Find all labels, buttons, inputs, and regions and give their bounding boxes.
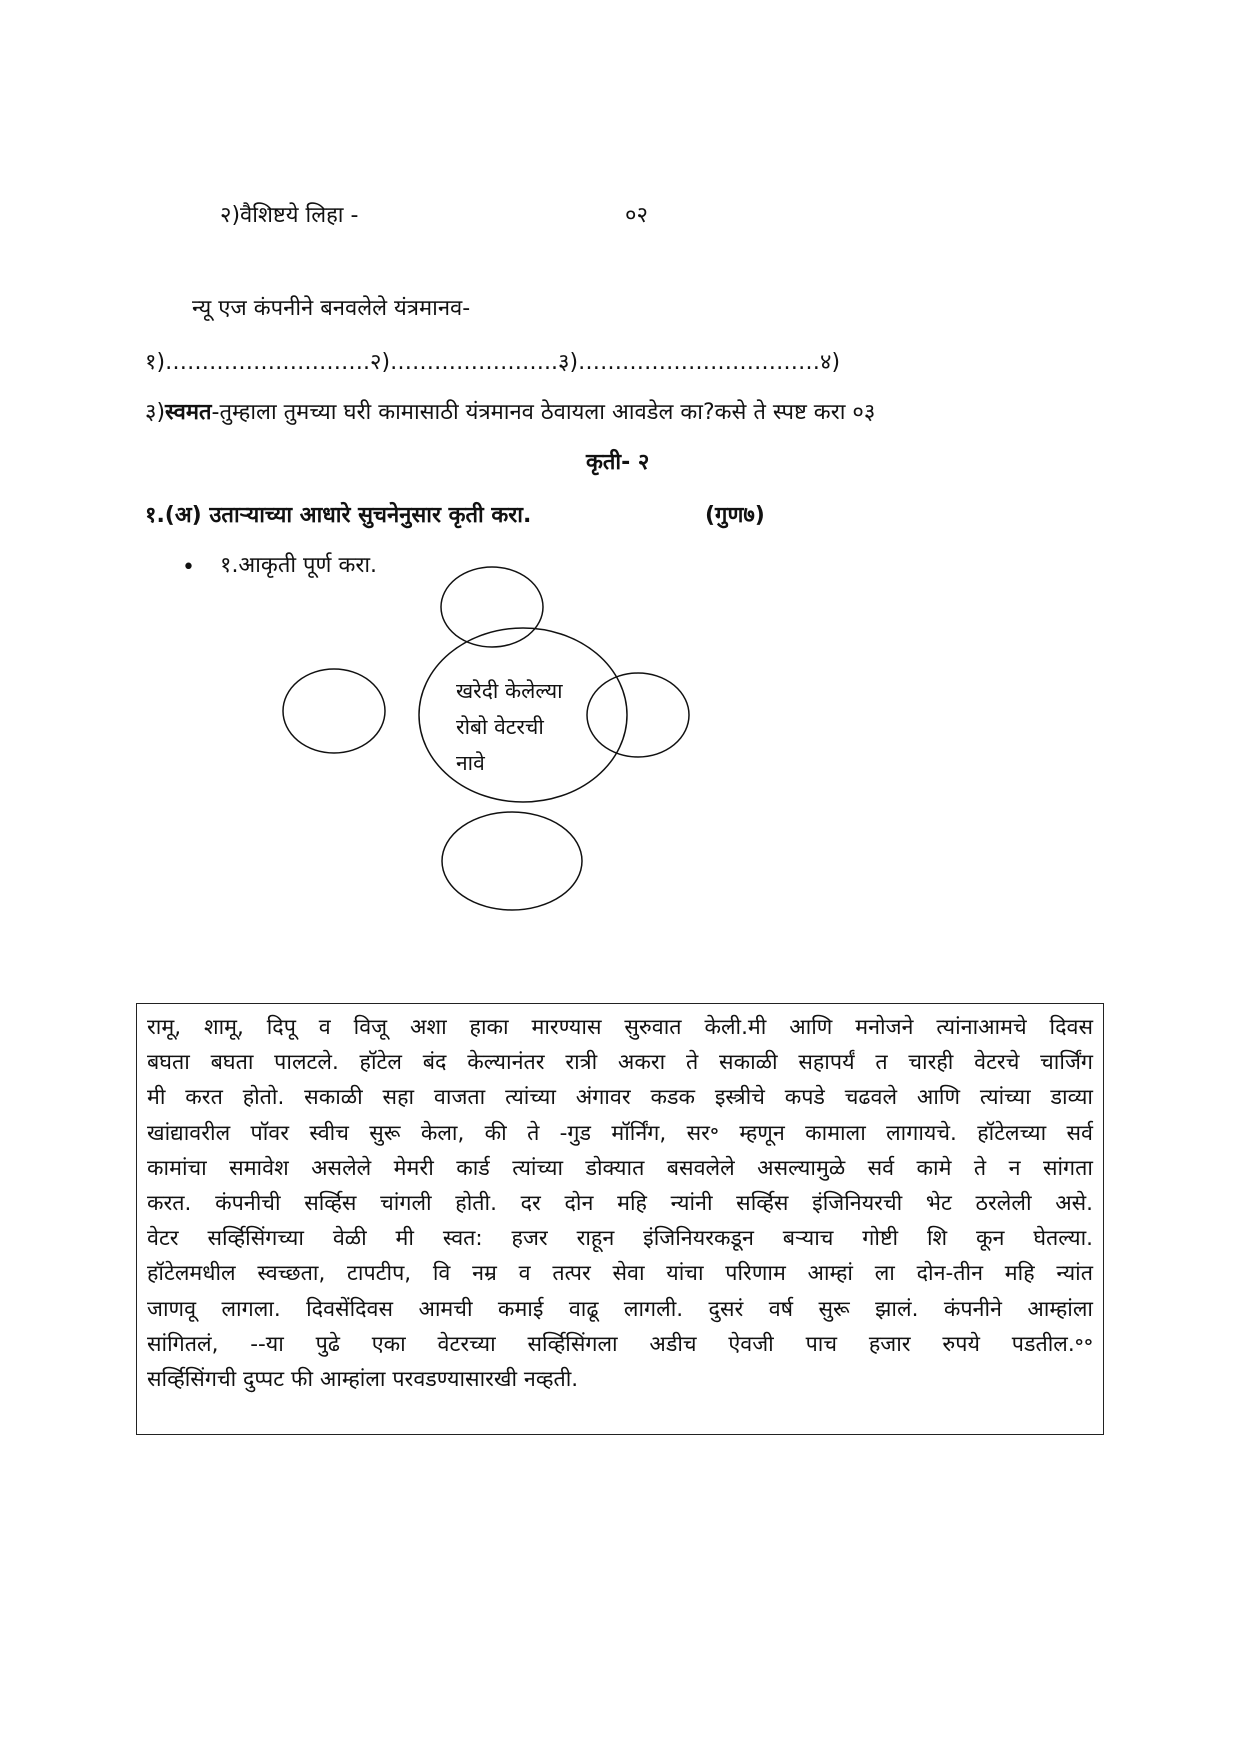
passage-line: मी करत होतो. सकाळी सहा वाजता त्यांच्या अंगावर कडक इस्त्रीचे कपडे चढवले आणि त्यांच्या डाव्या (147, 1085, 1093, 1111)
passage-line: हॉटेलमधील स्वच्छता, टापटीप, वि नम्र व तत्पर सेवा यांचा परिणाम आम्हां ला दोन-तीन महि न्यांत (147, 1261, 1093, 1287)
section-title: कृती- २ (586, 450, 650, 475)
q1a-text: १.(अ) उताऱ्याच्या आधारे सुचनेनुसार कृती करा. (145, 503, 532, 528)
concept-web-diagram (270, 560, 690, 940)
q2-subheading: न्यू एज कंपनीने बनवलेले यंत्रमानव- (192, 296, 471, 321)
right-bubble (587, 673, 689, 757)
passage-line: सर्व्हिसिंगची दुप्पट फी आम्हांला परवडण्यासारखी नव्हती. (147, 1367, 579, 1393)
passage-line: जाणवू लागला. दिवसेंदिवस आमची कमाई वाढू लागली. दुसरं वर्ष सुरू झालं. कंपनीने आम्हांला (147, 1296, 1093, 1322)
passage-line: रामू, शामू, दिपू व विजू अशा हाका मारण्यास सुरुवात केली.मी आणि मनोजने त्यांनाआमचे दिवस (147, 1015, 1093, 1040)
q2-blanks-line: १)……………………….२)…………………..३)……………………………४) (145, 350, 841, 375)
q2-heading: २)वैशिष्टये लिहा - (220, 203, 359, 228)
q3-text: -तुम्हाला तुमच्या घरी कामासाठी यंत्रमानव ठेवायला आवडेल का?कसे ते स्पष्ट करा ०३ (211, 400, 876, 425)
q3-prefix: ३) (145, 400, 166, 425)
passage-line: कामांचा समावेश असलेले मेमरी कार्ड त्यांच्या डोक्यात बसवलेले असल्यामुळे सर्व कामे ते न सांगता (147, 1155, 1093, 1181)
passage-line: बघता बघता पालटले. हॉटेल बंद केल्यानंतर रात्री अकरा ते सकाळी सहापर्यं त चारही वेटरचे चार्जिंग (147, 1050, 1093, 1076)
passage-line: वेटर सर्व्हिसिंगच्या वेळी मी स्वत: हजर राहून इंजिनियरकडून बऱ्याच गोष्टी शि कून घेतल्या. (147, 1226, 1093, 1252)
center-label-line-3: नावे (456, 751, 485, 775)
center-label-line-2: रोबो वेटरची (456, 715, 544, 739)
q3-line (145, 402, 875, 424)
passage-line: सांगितलं, --या पुढे एका वेटरच्या सर्व्हिसिंगला अडीच ऐवजी पाच हजार रुपये पडतील.॰॰ (147, 1331, 1093, 1357)
passage-line: करत. कंपनीची सर्व्हिस चांगली होती. दर दोन महि न्यांनी सर्व्हिस इंजिनियरची भेट ठरलेली असे. (147, 1191, 1093, 1217)
bullet-text: १.आकृती पूर्ण करा. (220, 553, 378, 578)
q2-marks: ०२ (625, 203, 648, 228)
bullet-symbol: • (182, 555, 195, 580)
bottom-bubble (442, 812, 582, 910)
passage-box (136, 1003, 1104, 1435)
left-bubble (283, 669, 385, 753)
top-bubble (441, 567, 543, 647)
passage-line: खांद्यावरील पॉवर स्वीच सुरू केला, की ते -गुड मॉर्निंग, सर॰ म्हणून कामाला लागायचे. हॉटेलच्या सर्व (147, 1120, 1093, 1146)
center-label-line-1: खरेदी केलेल्या (456, 679, 563, 703)
q1a-marks: (गुण७) (705, 503, 765, 528)
q3-label: स्वमत (165, 400, 212, 425)
